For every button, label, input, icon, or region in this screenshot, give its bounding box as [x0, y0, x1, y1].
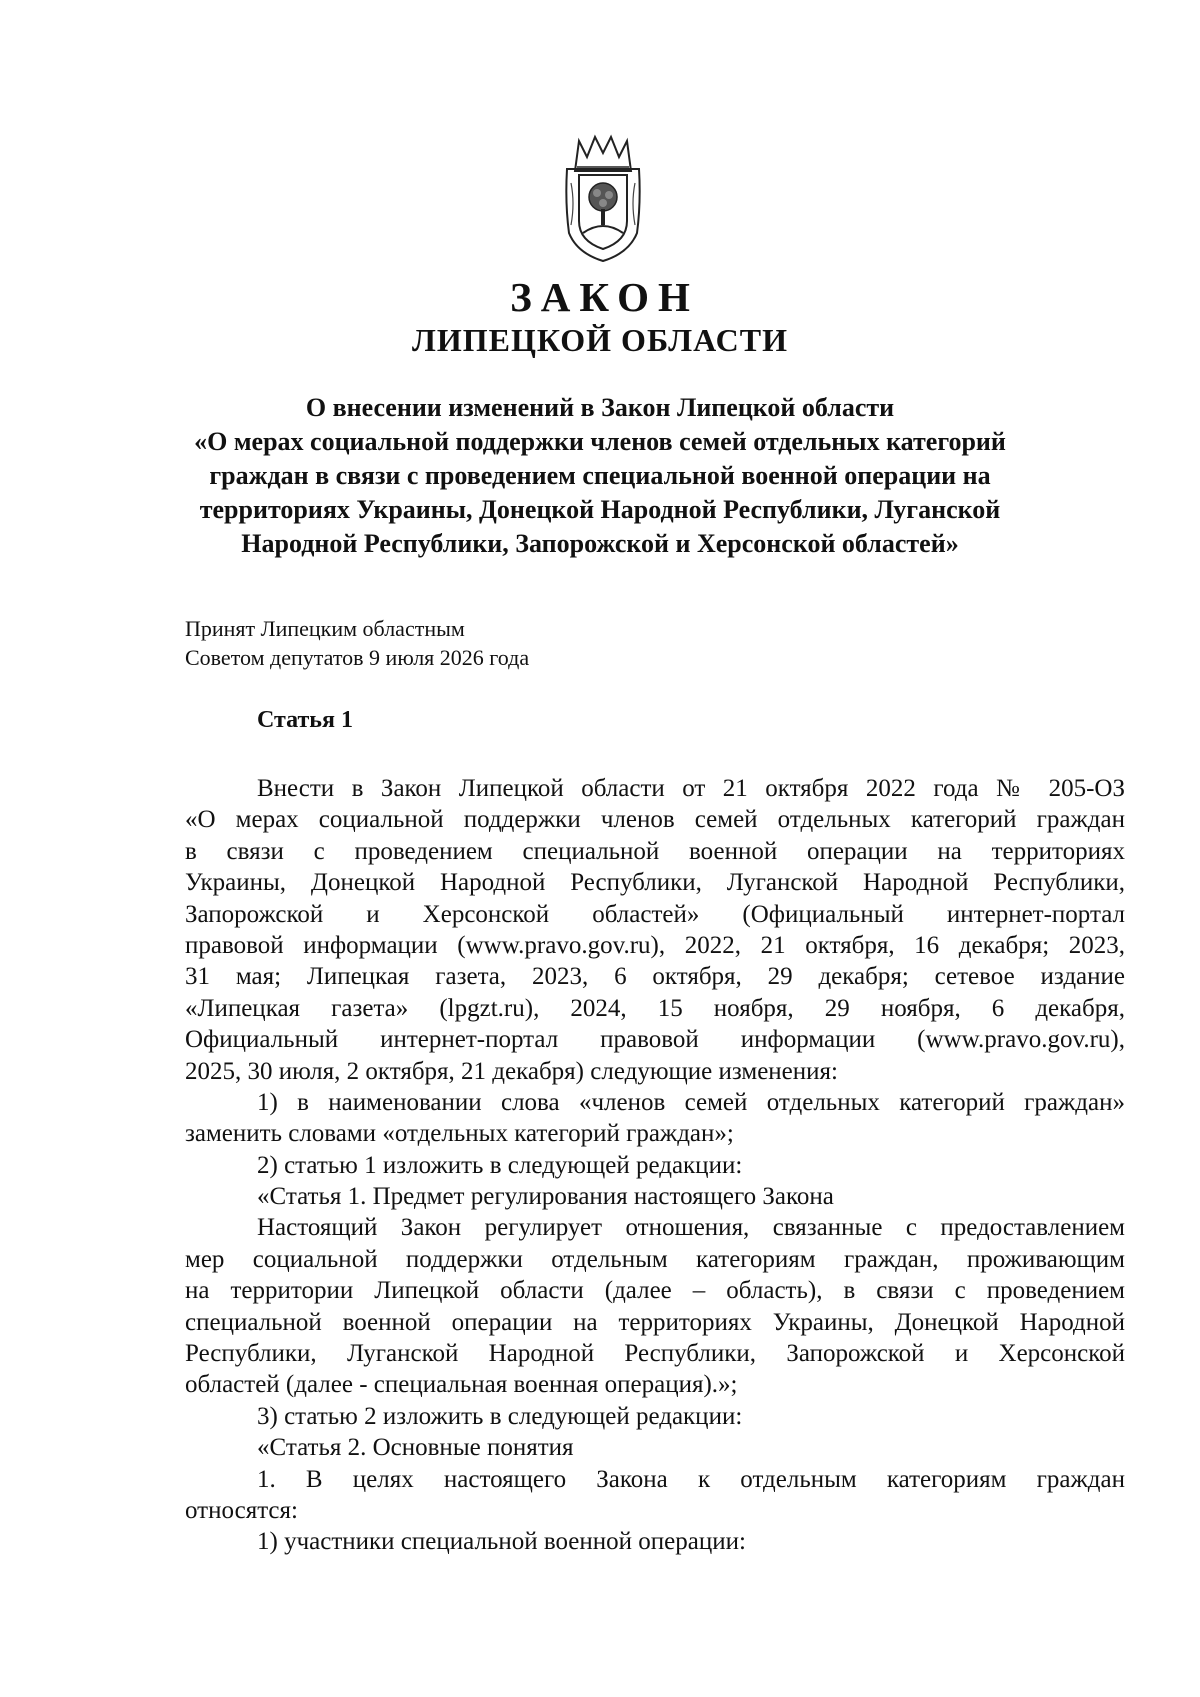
- article-body: [185, 773, 1125, 1558]
- adoption-line: Принят Липецким областным: [185, 616, 465, 641]
- body-line: «Статья 2. Основные понятия: [257, 1434, 574, 1462]
- body-line: Республики, Луганской Народной Республики, Запорожской и Херсонской: [185, 1340, 1125, 1368]
- body-line: областей (далее - специальная военная операция).»;: [185, 1371, 738, 1399]
- body-line: Внести в Закон Липецкой области от 21 октября 2022 года № 205-ОЗ: [257, 775, 1125, 802]
- body-line: мер социальной поддержки отдельным категориям граждан, проживающим: [185, 1245, 1125, 1273]
- region-heading: ЛИПЕЦКОЙ ОБЛАСТИ: [412, 322, 788, 358]
- body-line: правовой информации (www.pravo.gov.ru), 2022, 21 октября, 16 декабря; 2023,: [185, 931, 1125, 959]
- body-line: «О мерах социальной поддержки членов семей отдельных категорий граждан: [185, 806, 1125, 834]
- document-header: [0, 274, 1200, 360]
- title-line: «О мерах социальной поддержки членов семей отдельных категорий: [194, 427, 1006, 456]
- title-line: граждан в связи с проведением специальной военной операции на: [209, 461, 991, 490]
- body-line: «Статья 1. Предмет регулирования настоящего Закона: [257, 1183, 834, 1211]
- body-line: Настоящий Закон регулирует отношения, связанные с предоставлением: [257, 1214, 1125, 1242]
- body-line: заменить словами «отдельных категорий граждан»;: [185, 1120, 734, 1148]
- law-heading: ЗАКОН: [510, 274, 699, 320]
- title-line: территориях Украины, Донецкой Народной Республики, Луганской: [199, 495, 1001, 524]
- body-line: относятся:: [185, 1496, 298, 1524]
- title-line: О внесении изменений в Закон Липецкой области: [305, 393, 895, 422]
- adoption-note: [185, 614, 529, 672]
- body-line: 31 мая; Липецкая газета, 2023, 6 октября, 29 декабря; сетевое издание: [185, 963, 1125, 991]
- body-line: Украины, Донецкой Народной Республики, Луганской Народной Республики,: [185, 869, 1125, 897]
- title-line: Народной Республики, Запорожской и Херсонской областей»: [241, 529, 959, 558]
- body-line: 1. В целях настоящего Закона к отдельным категориям граждан: [257, 1465, 1125, 1493]
- body-line: 2025, 30 июля, 2 октября, 21 декабря) следующие изменения:: [185, 1057, 838, 1085]
- body-line: Официальный интернет-портал правовой информации (www.pravo.gov.ru),: [185, 1026, 1125, 1054]
- body-line: 3) статью 2 изложить в следующей редакции:: [257, 1402, 743, 1430]
- body-line: 1) участники специальной военной операции:: [257, 1528, 746, 1556]
- body-line: на территории Липецкой области (далее – область), в связи с проведением: [185, 1277, 1125, 1305]
- article-heading: Статья 1: [257, 707, 353, 733]
- coat-of-arms-emblem: [563, 133, 643, 263]
- law-title: [150, 391, 1050, 561]
- body-line: в связи с проведением специальной военной операции на территориях: [185, 837, 1125, 865]
- body-line: специальной военной операции на территориях Украины, Донецкой Народной: [185, 1308, 1125, 1336]
- body-line: «Липецкая газета» (lpgzt.ru), 2024, 15 ноября, 29 ноября, 6 декабря,: [185, 994, 1125, 1022]
- body-line: Запорожской и Херсонской областей» (Официальный интернет-портал: [185, 900, 1125, 928]
- adoption-line: Советом депутатов 9 июля 2026 года: [185, 645, 530, 670]
- body-line: 1) в наименовании слова «членов семей отдельных категорий граждан»: [257, 1088, 1125, 1116]
- body-line: 2) статью 1 изложить в следующей редакции:: [257, 1151, 743, 1179]
